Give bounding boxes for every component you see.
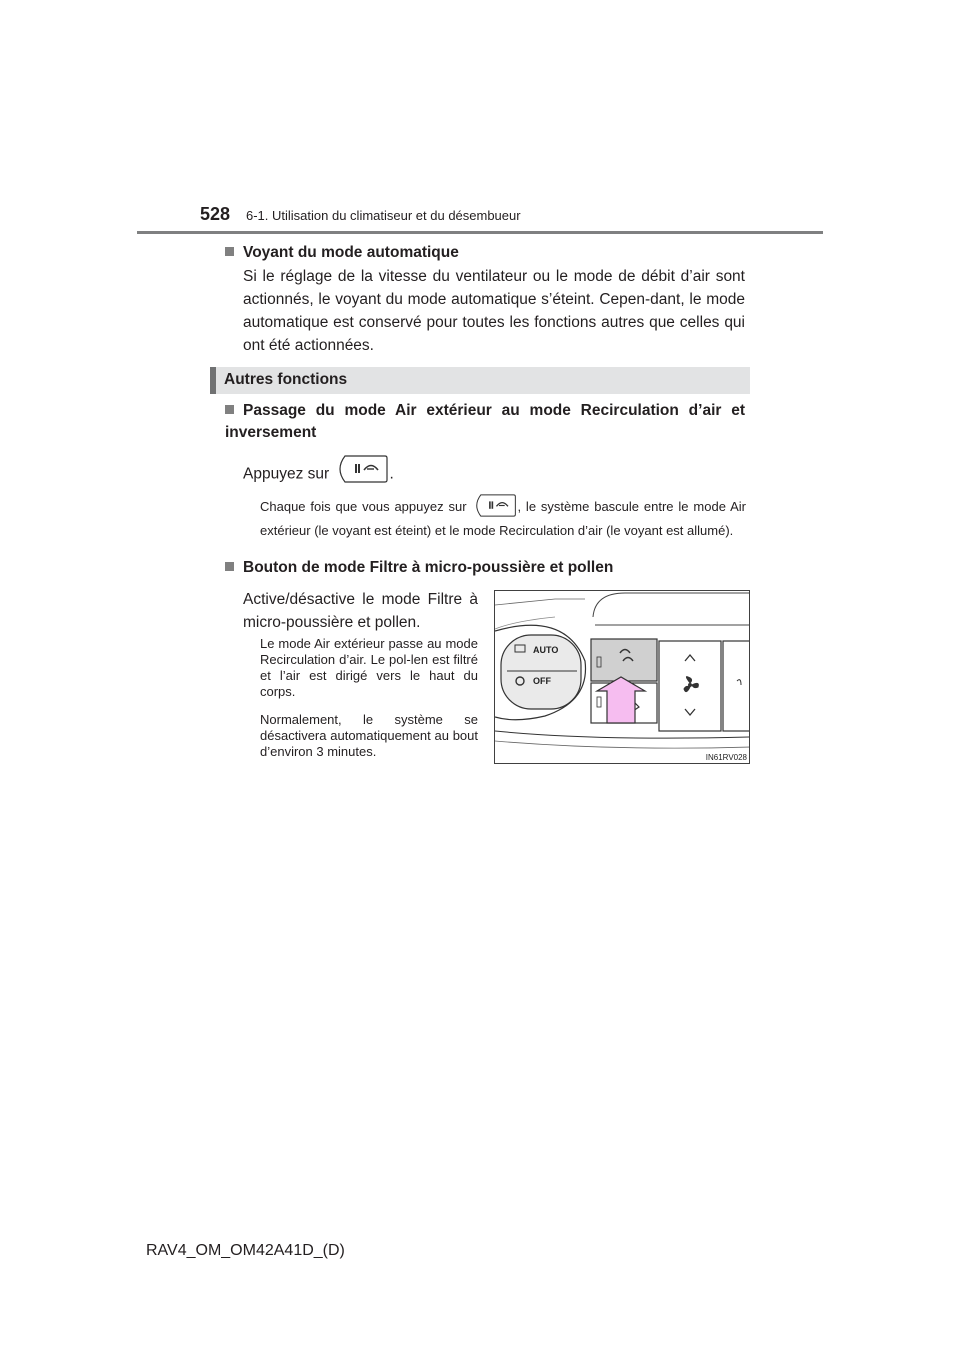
recirc-heading-text: Passage du mode Air extérieur au mode Recirculation d’air et inversement [225,402,745,441]
climate-panel-figure [494,590,750,764]
recirc-press-line [243,454,543,495]
recirc-press-suffix: . [389,465,394,483]
bullet-square-icon [225,405,234,414]
figure-off-label: OFF [533,676,551,686]
bullet-square-icon [225,247,234,256]
figure-code: IN61RV028 [705,753,747,762]
figure-auto-label: AUTO [533,645,559,655]
filter-note-2: Normalement, le système se désactivera automatiquement au bout d’environ 3 minutes. [260,712,478,759]
document-id: RAV4_OM_OM42A41D_(D) [146,1242,345,1259]
recirc-heading [225,400,745,444]
recirc-note [260,493,746,539]
section-title: 6-1. Utilisation du climatiseur et du désembueur [246,208,521,223]
auto-indicator-heading-text: Voyant du mode automatique [243,244,459,261]
filter-note-1: Le mode Air extérieur passe au mode Recirculation d’air. Le pol-len est filtré et l’air est dirigé vers le haut du corps. [260,636,478,699]
climate-panel-illustration [495,591,750,764]
filter-body: Active/désactive le mode Filtre à micro-poussière et pollen. [243,591,478,631]
recirc-button-small-icon [471,493,517,522]
header-divider [137,231,823,234]
filter-heading-text: Bouton de mode Filtre à micro-poussière et pollen [243,559,614,576]
subsection-title: Autres fonctions [224,371,348,388]
subsection-bar-accent [210,367,216,394]
auto-indicator-heading [225,242,750,264]
auto-indicator-body: Si le réglage de la vitesse du ventilateur ou le mode de débit d’air sont actionnés, le voyant du mode automatique s’éteint. Cepen-dant, le mode automatique est conservé pour toutes les fonctions autres que celles qui ont été actionnées. [243,268,745,354]
subsection-bar [210,367,750,394]
recirc-note-prefix: Chaque fois que vous appuyez sur [260,498,467,514]
recirc-note-suffix: , le système bascule entre le mode Air extérieur (le voyant est éteint) et le mode Recirculation d’air (le voyant est allumé). [260,498,746,538]
filter-heading [225,557,750,579]
page-number: 528 [200,204,231,224]
recirc-press-prefix: Appuyez sur [243,465,330,483]
bullet-square-icon [225,562,234,571]
recirc-button-icon [333,454,389,495]
